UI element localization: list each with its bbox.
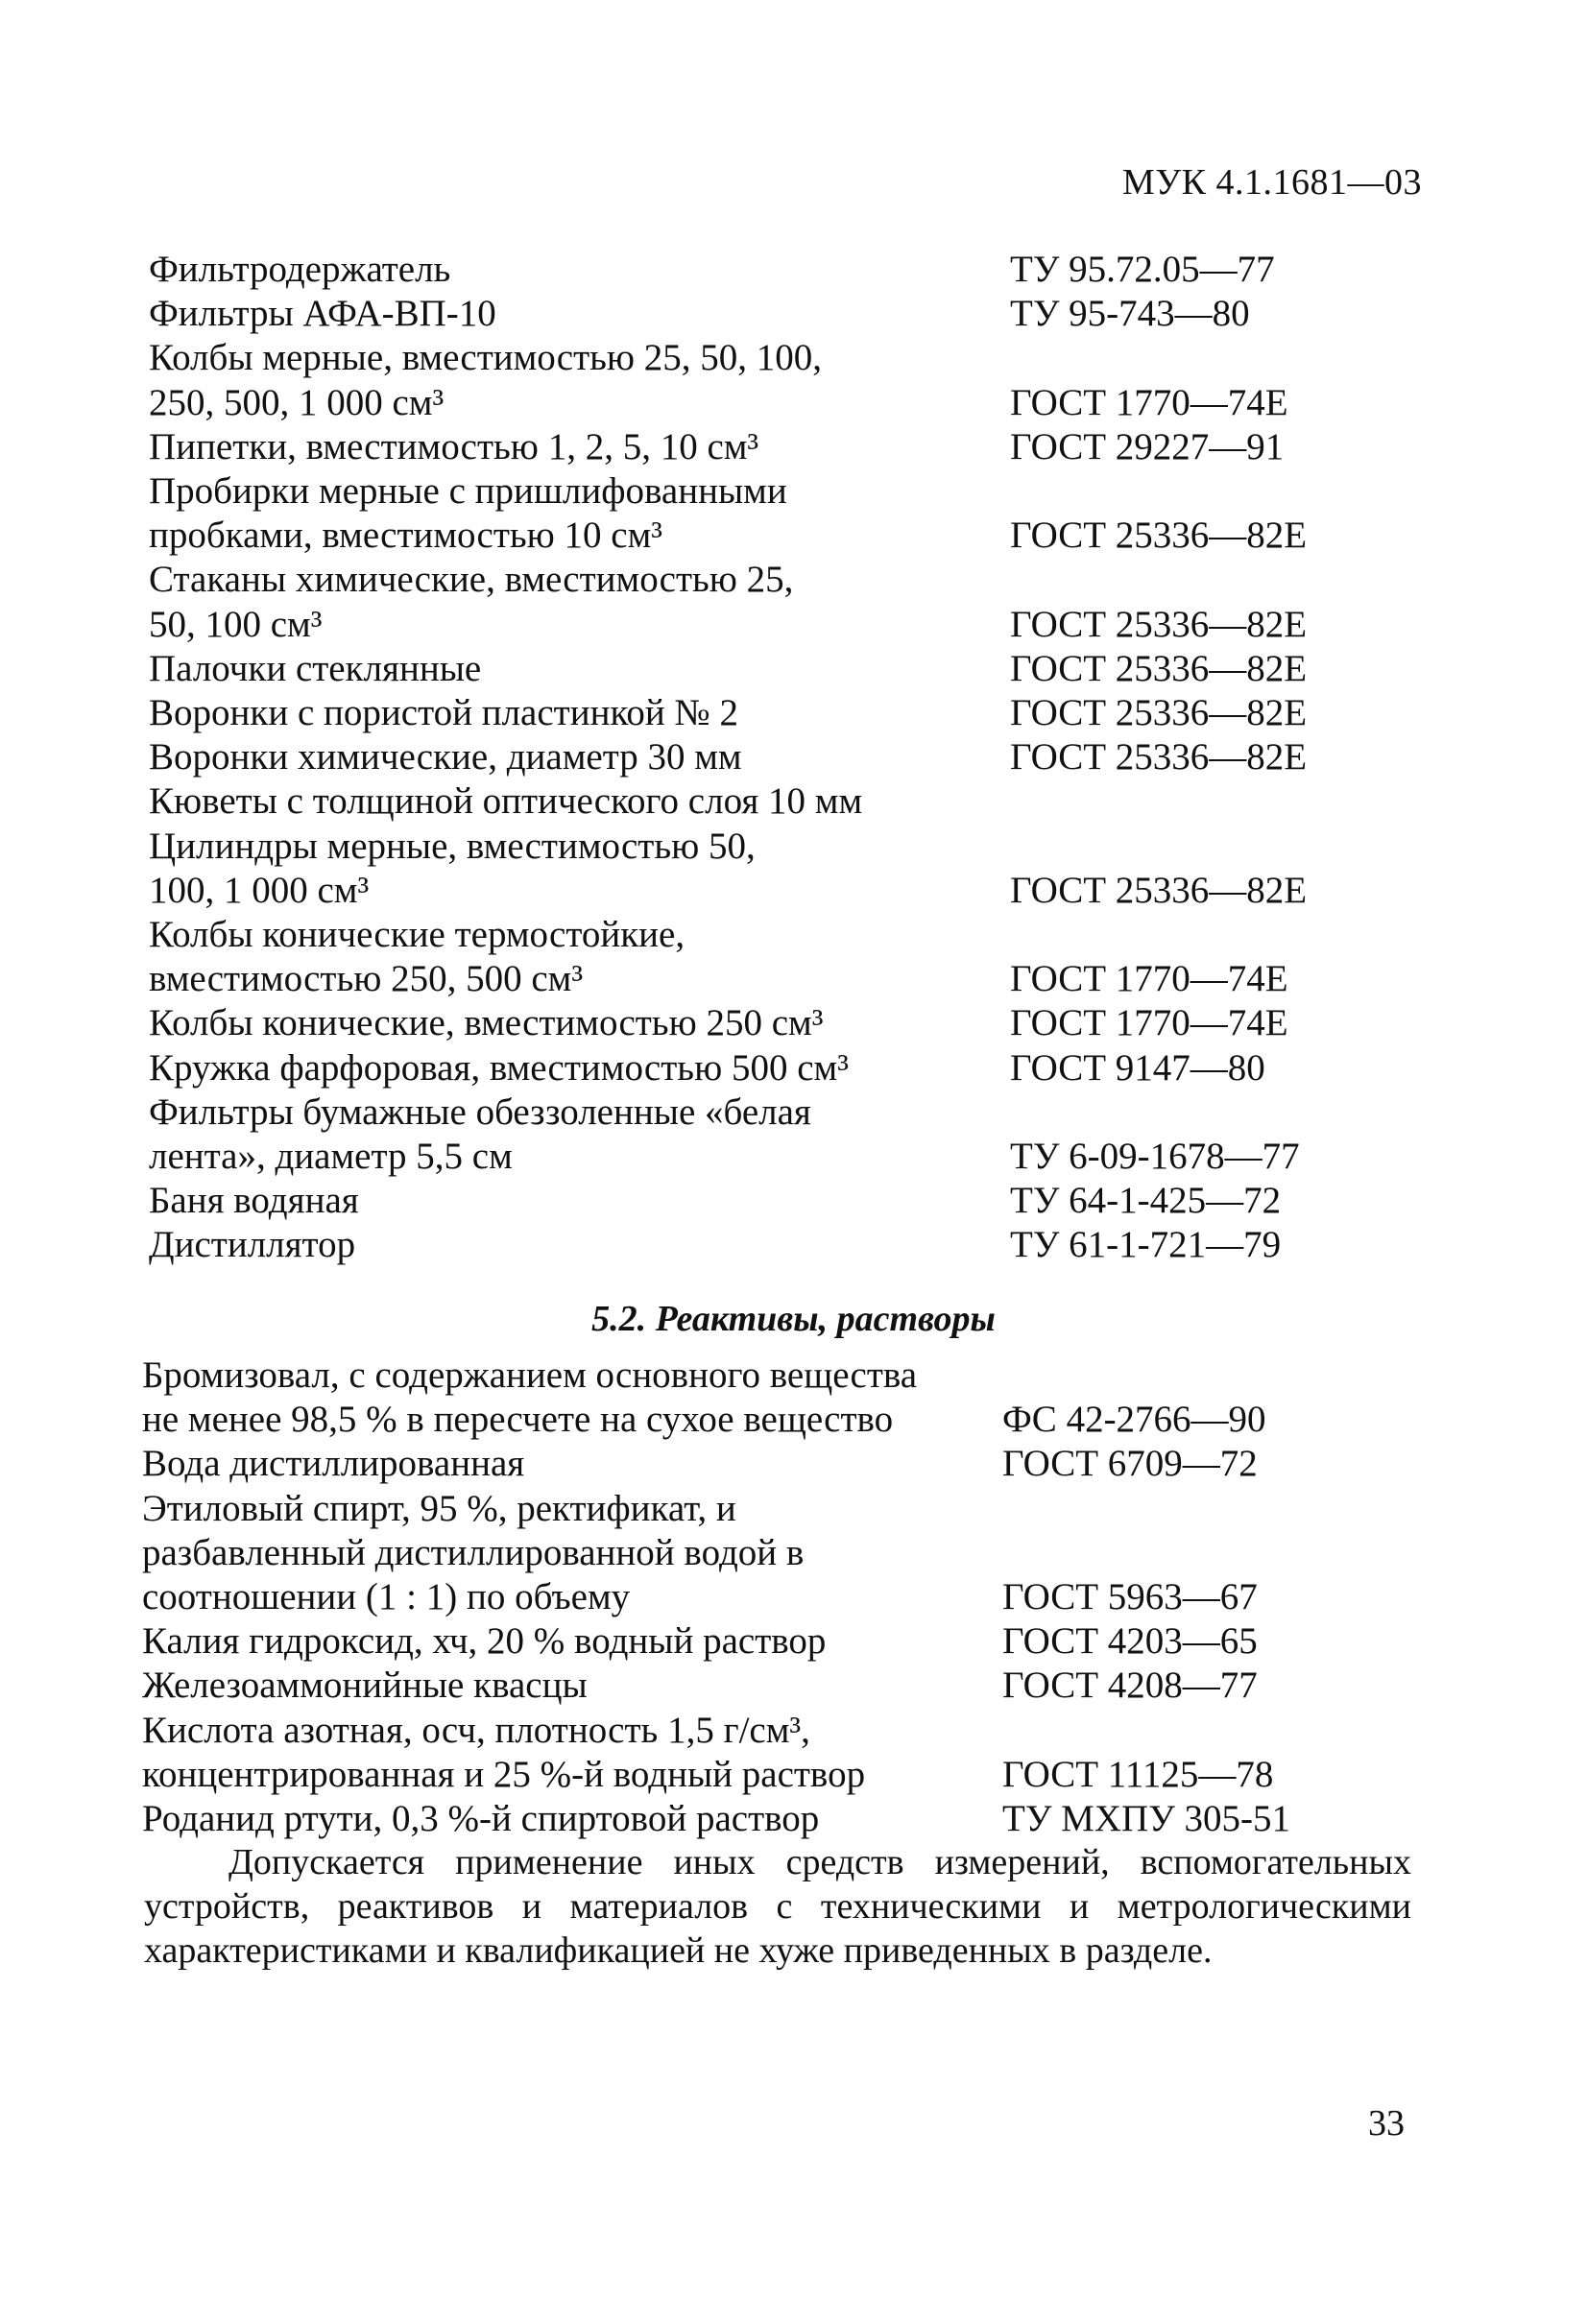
closing-paragraph: Допускается применение иных средств измерений, вспомогательных устройств, реактивов и материалов с техническими и метрологическими характеристиками и квалификацией не хуже приведенных в разделе. — [144, 1842, 1411, 1971]
entry-text-line: пробками, вместимостью 10 см³ — [149, 515, 662, 557]
entry-text-line: Кислота азотная, осч, плотность 1,5 г/см³, — [142, 1709, 810, 1751]
entry-text-line: Вода дистиллированная — [142, 1443, 525, 1485]
entry-text-line: разбавленный дистиллированной водой в — [142, 1531, 805, 1573]
page-number: 33 — [1368, 2103, 1405, 2144]
entry-text-line: 100, 1 000 см³ — [149, 869, 370, 911]
entry-standard-ref: ГОСТ 9147—80 — [1010, 1046, 1265, 1089]
entry-text-line: лента», диаметр 5,5 см — [149, 1136, 513, 1177]
entry-standard-ref: ГОСТ 1770—74Е — [1010, 381, 1288, 423]
entry-text-line: Калия гидроксид, хч, 20 % водный раствор — [142, 1620, 827, 1663]
entry-text-line: Колбы конические термостойкие, — [149, 914, 685, 955]
entry-text-line: Фильтродержатель — [149, 249, 451, 290]
entry-text-line: Железоаммонийные квасцы — [142, 1665, 588, 1707]
entry-standard-ref: ГОСТ 11125—78 — [1002, 1753, 1274, 1795]
entry-standard-ref: ГОСТ 5963—67 — [1002, 1576, 1258, 1617]
entry-text-line: Пипетки, вместимостью 1, 2, 5, 10 см³ — [149, 425, 759, 467]
entry-text-line: Фильтры бумажные обеззоленные «белая — [149, 1090, 811, 1133]
entry-text-line: Цилиндры мерные, вместимостью 50, — [149, 825, 756, 867]
entry-text-line: не менее 98,5 % в пересчете на сухое вещество — [142, 1399, 894, 1441]
entry-standard-ref: ГОСТ 25336—82Е — [1010, 736, 1308, 779]
entry-standard-ref: ТУ 95.72.05—77 — [1010, 249, 1275, 290]
entry-text-line: Колбы конические, вместимостью 250 см³ — [149, 1002, 824, 1044]
entry-standard-ref: ГОСТ 4208—77 — [1002, 1665, 1258, 1707]
entry-standard-ref: ТУ 64-1-425—72 — [1010, 1180, 1282, 1222]
entry-standard-ref: ГОСТ 25336—82Е — [1010, 692, 1308, 733]
entry-text-line: Фильтры АФА-ВП-10 — [149, 293, 496, 335]
entry-standard-ref: ТУ 6-09-1678—77 — [1010, 1136, 1300, 1177]
entry-text-line: Кружка фарфоровая, вместимостью 500 см³ — [149, 1046, 849, 1089]
entry-standard-ref: ГОСТ 29227—91 — [1010, 425, 1285, 467]
entry-text-line: вместимостью 250, 500 см³ — [149, 958, 584, 1000]
entry-text-line: Роданид ртути, 0,3 %-й спиртовой раствор — [142, 1798, 820, 1839]
entry-text-line: 250, 500, 1 000 см³ — [149, 381, 445, 423]
entry-text-line: Дистиллятор — [149, 1224, 356, 1266]
entry-standard-ref: ТУ 95-743—80 — [1010, 293, 1250, 335]
entry-text-line: Бромизовал, с содержанием основного вещества — [142, 1354, 918, 1396]
entry-standard-ref: ФС 42-2766—90 — [1002, 1399, 1266, 1441]
entry-standard-ref: ТУ 61-1-721—79 — [1010, 1224, 1282, 1266]
entry-standard-ref: ГОСТ 4203—65 — [1002, 1620, 1258, 1663]
entry-standard-ref: ГОСТ 1770—74Е — [1010, 1002, 1288, 1044]
document-code-header: МУК 4.1.1681—03 — [1121, 162, 1422, 203]
entry-text-line: Этиловый спирт, 95 %, ректификат, и — [142, 1487, 736, 1529]
entry-text-line: Кюветы с толщиной оптического слоя 10 мм — [149, 780, 863, 823]
entry-standard-ref: ТУ МХПУ 305-51 — [1002, 1798, 1291, 1839]
entry-text-line: 50, 100 см³ — [149, 603, 323, 645]
entry-text-line: соотношении (1 : 1) по объему — [142, 1576, 631, 1617]
entry-text-line: Палочки стеклянные — [149, 647, 482, 689]
section-title: 5.2. Реактивы, растворы — [591, 1299, 996, 1339]
entry-text-line: Пробирки мерные с пришлифованными — [149, 470, 787, 512]
entry-standard-ref: ГОСТ 6709—72 — [1002, 1443, 1258, 1485]
entry-text-line: Стаканы химические, вместимостью 25, — [149, 559, 794, 601]
entry-text-line: Воронки с пористой пластинкой № 2 — [149, 692, 739, 733]
entry-text-line: Воронки химические, диаметр 30 мм — [149, 736, 742, 779]
entry-text-line: Баня водяная — [149, 1180, 359, 1222]
entry-standard-ref: ГОСТ 25336—82Е — [1010, 603, 1308, 645]
entry-text-line: концентрированная и 25 %-й водный раствор — [142, 1753, 866, 1795]
entry-standard-ref: ГОСТ 25336—82Е — [1010, 515, 1308, 557]
entry-standard-ref: ГОСТ 25336—82Е — [1010, 647, 1308, 689]
entry-text-line: Колбы мерные, вместимостью 25, 50, 100, — [149, 337, 823, 379]
entry-standard-ref: ГОСТ 25336—82Е — [1010, 869, 1308, 911]
entry-standard-ref: ГОСТ 1770—74Е — [1010, 958, 1288, 1000]
